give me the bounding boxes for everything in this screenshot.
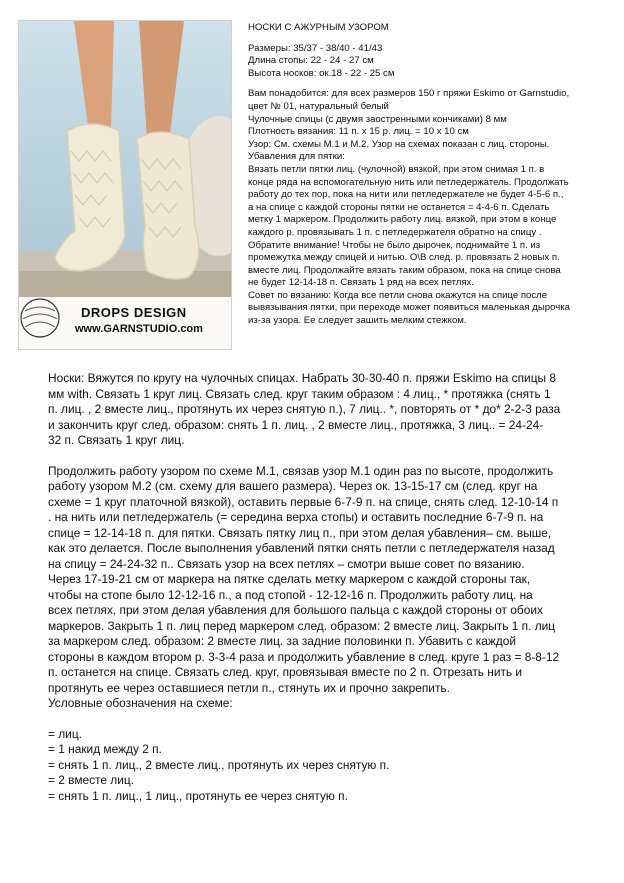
paragraph-line: и закончить круг след. образом: снять 1 п. лиц. , 2 вместе лиц., протяжка, 3 лиц.. = 24-24- — [48, 417, 544, 432]
paragraph-line: мм with. Связать 1 круг лиц. Связать след. круг таким образом : 4 лиц., * протяжка (снять 1 — [48, 386, 551, 401]
paragraph-line: за маркером след. образом: 2 вместе лиц. за задние половинки п. Убавить с каждой — [48, 634, 517, 648]
paragraph-line: схеме = 1 круг платочной вязкой), оставить первые 6-7-9 п. на спице, снять след. 12-10-14 п — [48, 494, 559, 509]
heel-line: метку 1 маркером. Продолжить работу лиц. вязкой, при этом в конце — [248, 214, 557, 226]
knitting-instructions — [48, 371, 604, 804]
paragraph-line: протянуть ее через оставшиеся петли п., стянуть их и прочно закрепить. — [48, 680, 450, 695]
brand-banner — [19, 297, 231, 349]
needles-line: Чулочные спицы (с двумя заостренными кончиками) 8 мм — [248, 113, 507, 125]
paragraph-line: стороны в каждом втором р. 3-3-4 раза и продолжить убавление в след. круге 1 раз = 8-8-12 — [48, 649, 560, 664]
tip-line: Совет по вязанию: Когда все петли снова окажутся на спице после — [248, 289, 548, 301]
paragraph-line: Продолжить работу узором по схеме М.1, связав узор М.1 один раз по высоте, продолжить — [48, 463, 554, 478]
yarn-line: Вам понадобится: для всех размеров 150 г пряжи Eskimo от Garnstudio, — [248, 88, 570, 100]
paragraph-line: п. лиц. , 2 вместе лиц., протянуть их через снятую п.), 7 лиц.. *, повторять от * до* 2-2-3 раза — [48, 402, 561, 416]
heel-line: Вязать петли пятки лиц. (чулочной) вязкой, при этом снимая 1 п. в — [248, 163, 545, 175]
paragraph-line: Носки: Вяжутся по кругу на чулочных спицах. Набрать 30-30-40 п. пряжи Eskimo на спицы 8 — [48, 371, 556, 385]
legend-item: = лиц. — [48, 726, 82, 741]
heel-line: не будет 12-14-18 п. Связать 1 ряд на всех петлях. — [248, 277, 475, 289]
heel-line: работу до тех пор, пока на нити или петледержателе не будет 4-5-6 п., — [248, 189, 564, 201]
brand-name: DROPS DESIGN — [81, 305, 187, 320]
tip-line: из-за узора. Ее следует зашить мелким стежком. — [248, 315, 467, 327]
paragraph-line: Через 17-19-21 см от маркера на пятке сделать метку маркером с каждой стороны так, — [48, 572, 531, 586]
legend-item: = снять 1 п. лиц., 2 вместе лиц., протянуть их через снятую п. — [48, 757, 390, 772]
pattern-summary — [248, 22, 610, 328]
legend-item: = снять 1 п. лиц., 1 лиц., протянуть ее через снятую п. — [48, 788, 348, 803]
pattern-paragraph — [48, 464, 604, 697]
paragraph-line: на спицу = 24-24-32 п.. Связать узор на всех петлях – смотри выше совет по вязанию. — [48, 556, 525, 571]
heel-line: каждого р. провязывать 1 п. с петледержателя обратно на спицу . — [248, 226, 542, 238]
heel-title: Убавления для пятки: — [248, 151, 345, 163]
paragraph-line: как это делается. После выполнения убавлений пятки снять петли с петледержателя назад — [48, 541, 555, 555]
pattern-line: Узор: См. схемы М.1 и М.2. Узор на схемах показан с лиц. стороны. — [248, 138, 550, 150]
sock-height-line: Высота носков: ок.18 - 22 - 25 см — [248, 67, 395, 79]
legend-item: = 2 вместе лиц. — [48, 773, 135, 787]
paragraph-line: п. останется на спице. Связать след. круг, провязывая вместе по 2 п. Отрезать нить и — [48, 665, 523, 679]
heel-line: Обратите внимание! Чтобы не было дырочек, поднимайте 1 п. из — [248, 239, 541, 251]
heel-instructions — [248, 164, 610, 328]
heel-line: вместе лиц. Продолжайте вязать таким образом, пока на спице снова — [248, 264, 561, 276]
heel-line: промежутка между спицей и нитью. О\В след. р. провязать 2 новых п. — [248, 252, 560, 264]
foot-length-line: Длина стопы: 22 - 24 - 27 см — [248, 55, 374, 67]
paragraph-line: чтобы на стопе было 12-12-16 п., а под стопой - 12-12-16 п. Продолжить работу лиц. на — [48, 587, 533, 602]
paragraph-line: спице = 12-14-18 п. для пятки. Связать пятку лиц п., при этом делая убавления– см. выше, — [48, 525, 552, 540]
legend-list — [48, 727, 604, 805]
page-title: НОСКИ С АЖУРНЫМ УЗОРОМ — [248, 22, 389, 33]
garn-yarn-logo-icon — [19, 297, 61, 339]
paragraph-line: работу узором М.2 (см. схему для вашего размера). Через ок. 13-15-17 см (след. круг на — [48, 479, 538, 493]
paragraph-line: 32 п. Связать 1 круг лиц. — [48, 433, 185, 447]
product-photo — [18, 20, 232, 350]
paragraph-line: . на нить или петледержатель (= середина верха стопы) и оставить последние 6-7-9 п. на — [48, 510, 544, 524]
brand-url[interactable]: www.GARNSTUDIO.com — [75, 323, 203, 335]
legend-title: Условные обозначения на схеме: — [48, 696, 233, 710]
gauge-line: Плотность вязания: 11 п. х 15 р. лиц. = 10 х 10 см — [248, 126, 469, 138]
legend-item: = 1 накид между 2 п. — [48, 742, 162, 756]
cast-on-paragraph — [48, 371, 604, 449]
heel-line: а на спице с каждой стороны пятки не останется = 4-4-6 п. Сделать — [248, 201, 550, 213]
paragraph-line: маркеров. Закрыть 1 п. лиц перед маркером след. образом: 2 вместе лиц. Закрыть 1 п. лиц — [48, 618, 556, 633]
yarn-color-line: цвет № 01, натуральный белый — [248, 100, 389, 112]
paragraph-line: всех петлях, при этом делая убавления для большого пальца с каждой стороны от обоих — [48, 603, 543, 617]
heel-line: конце ряда на вспомогательную нить или петледержатель. Продолжать — [248, 176, 569, 188]
sizes-line: Размеры: 35/37 - 38/40 - 41/43 — [248, 42, 383, 54]
tip-line: вывязывания пятки, при переходе может появиться маленькая дырочка — [248, 302, 570, 314]
